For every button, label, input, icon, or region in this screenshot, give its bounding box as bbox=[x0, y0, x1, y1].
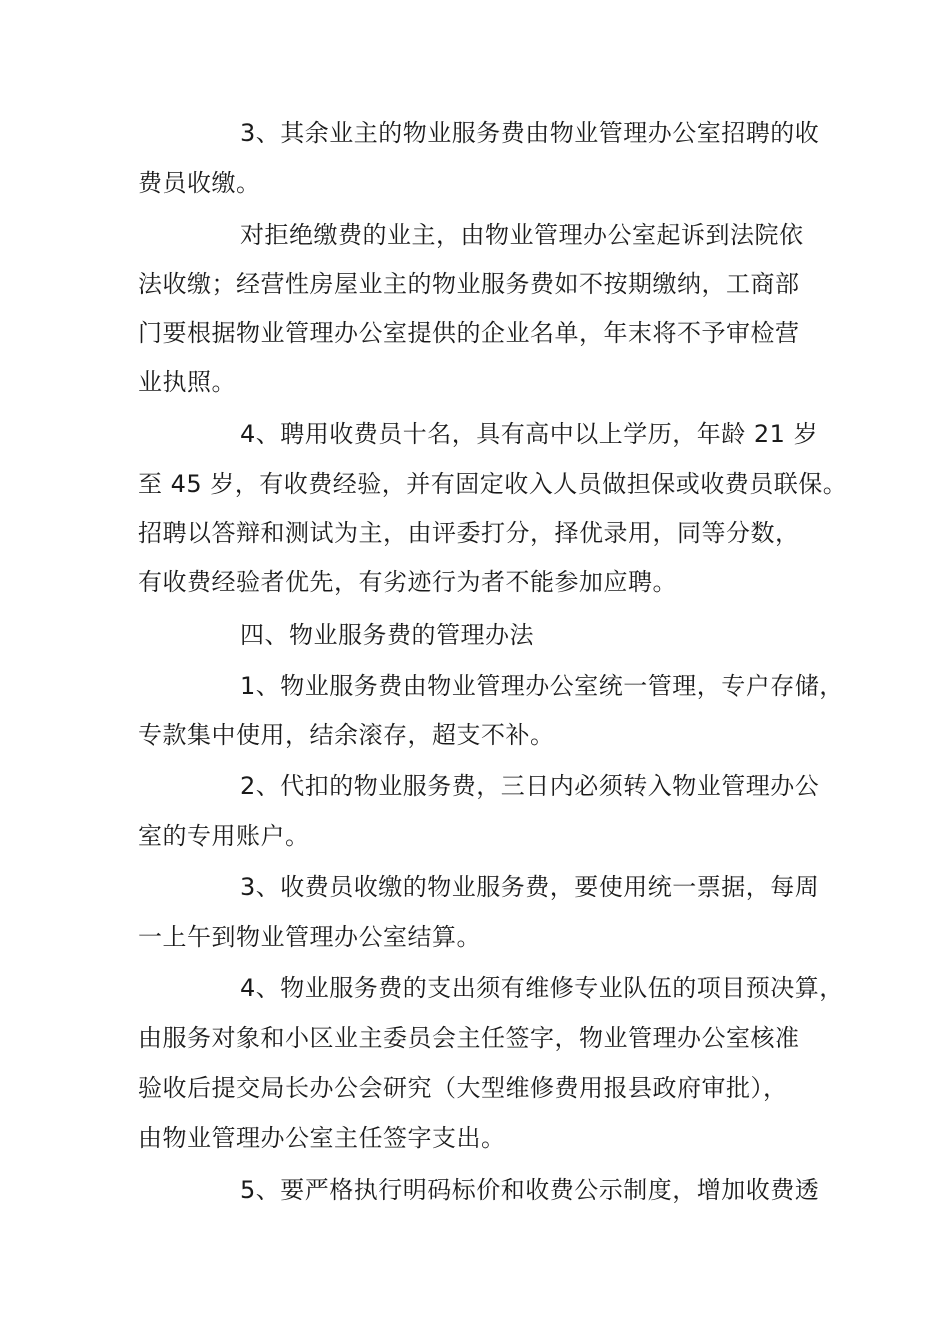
text-line: 2、代扣的物业服务费，三日内必须转入物业管理办公 bbox=[240, 772, 820, 800]
text-line: 法收缴；经营性房屋业主的物业服务费如不按期缴纳，工商部 bbox=[138, 270, 800, 298]
text-line: 对拒绝缴费的业主，由物业管理办公室起诉到法院依 bbox=[240, 221, 804, 249]
text-line: 专款集中使用，结余滚存，超支不补。 bbox=[138, 721, 555, 749]
text-line: 4、聘用收费员十名，具有高中以上学历，年龄 21 岁 bbox=[240, 420, 819, 448]
text-line: 4、物业服务费的支出须有维修专业队伍的项目预决算， bbox=[240, 974, 844, 1002]
text-line: 验收后提交局长办公会研究（大型维修费用报县政府审批）， bbox=[138, 1074, 788, 1102]
text-line: 招聘以答辩和测试为主，由评委打分，择优录用，同等分数， bbox=[138, 519, 800, 547]
text-line: 门要根据物业管理办公室提供的企业名单，年末将不予审检营 bbox=[138, 319, 800, 347]
text-line: 3、收费员收缴的物业服务费，要使用统一票据，每周 bbox=[240, 873, 820, 901]
text-line: 费员收缴。 bbox=[138, 169, 261, 197]
text-line: 至 45 岁，有收费经验，并有固定收入人员做担保或收费员联保。 bbox=[138, 470, 848, 498]
text-line: 由服务对象和小区业主委员会主任签字，物业管理办公室核准 bbox=[138, 1024, 800, 1052]
text-line: 5、要严格执行明码标价和收费公示制度，增加收费透 bbox=[240, 1176, 820, 1204]
section-heading: 四、物业服务费的管理办法 bbox=[240, 621, 534, 649]
text-line: 室的专用账户。 bbox=[138, 822, 310, 850]
text-line: 3、其余业主的物业服务费由物业管理办公室招聘的收 bbox=[240, 119, 820, 147]
text-line: 1、物业服务费由物业管理办公室统一管理，专户存储， bbox=[240, 672, 844, 700]
text-line: 有收费经验者优先，有劣迹行为者不能参加应聘。 bbox=[138, 568, 677, 596]
text-line: 业执照。 bbox=[138, 368, 236, 396]
text-line: 一上午到物业管理办公室结算。 bbox=[138, 923, 481, 951]
text-line: 由物业管理办公室主任签字支出。 bbox=[138, 1124, 506, 1152]
